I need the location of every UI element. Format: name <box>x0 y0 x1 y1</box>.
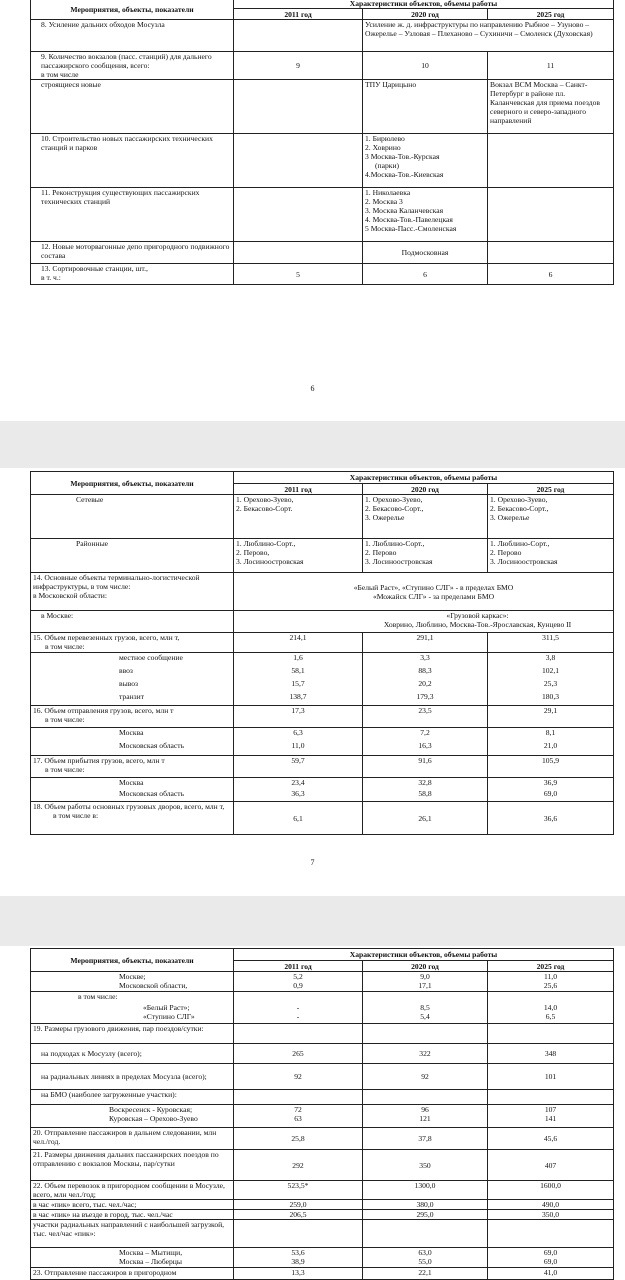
cell-2011: 6,3 11,0 <box>234 728 363 756</box>
cell-2025: 29,1 <box>488 706 614 728</box>
table-row <box>31 1268 614 1280</box>
header-2025: 2025 год <box>488 484 614 495</box>
row-label: Москве; Московской области, <box>31 972 234 992</box>
header-2025: 2025 год <box>488 9 614 20</box>
row-label: строящиеся новые <box>31 80 234 134</box>
cell-2011: 9 <box>234 52 363 80</box>
cell-2025 <box>488 1090 614 1105</box>
cell-2011 <box>234 188 363 242</box>
row-label: 22. Объем перевозок в пригородном сообщении в Мосузле, всего, млн чел./год; <box>31 1181 234 1200</box>
page-2 <box>0 468 625 896</box>
header-2020: 2020 год <box>363 9 488 20</box>
cell-2011 <box>234 1024 363 1044</box>
cell-2020 <box>363 1024 488 1044</box>
cell-2020: 22,1 <box>363 1268 488 1280</box>
cell-2011: 53,6 38,9 <box>234 1248 363 1268</box>
cell-2011: 292 <box>234 1150 363 1181</box>
cell-2020: Подмосковная <box>363 242 488 264</box>
cell-2020 <box>363 1220 488 1248</box>
cell-2020: 6 <box>363 264 488 285</box>
cell-2025: 1. Люблино-Сорт., 2. Перово 3. Лосиноостровская <box>488 539 614 573</box>
table-row <box>31 1090 614 1105</box>
cell-span: «Белый Раст», «Ступино СЛГ» - в пределах БМО «Можайск СЛГ» - за пределами БМО <box>234 573 614 611</box>
cell-2020: 322 <box>363 1044 488 1064</box>
table-row <box>31 1200 614 1210</box>
cell-2011 <box>234 1090 363 1105</box>
cell-2025: 14,0 6,5 <box>488 992 614 1024</box>
cell-2020: 1. Николаевка 2. Москва 3 3. Москва Каланчевская 4. Москва-Тов.-Павелецкая 5 Москва-Пасс.-Смоленская <box>363 188 488 242</box>
row-label: Москва – Мытищи, Москва – Люберцы <box>31 1248 234 1268</box>
row-label: 23. Отправление пассажиров в пригородном <box>31 1268 234 1280</box>
header-2011: 2011 год <box>234 484 363 495</box>
header-2025: 2025 год <box>488 961 614 972</box>
row-label: 19. Размеры грузового движения, пар поездов/сутки: <box>31 1024 234 1044</box>
cell-2020: 1. Орехово-Зуево, 2. Бекасово-Сорт., 3. Ожерелье <box>363 495 488 539</box>
row-label: Районные <box>31 539 234 573</box>
page-separator <box>0 896 625 946</box>
row-label: на БМО (наиболее загруженные участки): <box>31 1090 234 1105</box>
header-2020: 2020 год <box>363 961 488 972</box>
cell-2025 <box>488 1024 614 1044</box>
row-label: Сетевые <box>31 495 234 539</box>
table-row <box>31 242 614 264</box>
table-row <box>31 20 614 52</box>
table-row <box>31 188 614 242</box>
table-row <box>31 706 614 728</box>
cell-2025: 69,0 69,0 <box>488 1248 614 1268</box>
cell-2011: - - <box>234 992 363 1024</box>
table-row <box>31 992 614 1024</box>
row-label: 10. Строительство новых пассажирских технических станций и парков <box>31 134 234 188</box>
row-label: в час «пик» всего, тыс. чел./час; <box>31 1200 234 1210</box>
row-label: 14. Основные объекты терминально-логистической инфраструктуры, в том числе: в Московской области: <box>31 573 234 611</box>
cell-2011 <box>234 20 363 52</box>
header-col-measures: Мероприятия, объекты, показатели <box>31 949 234 972</box>
cell-2011: 72 63 <box>234 1105 363 1128</box>
cell-2020: 23,5 <box>363 706 488 728</box>
table-row <box>31 778 614 802</box>
cell-2011: 1. Люблино-Сорт., 2. Перово, 3. Лосиноостровская <box>234 539 363 573</box>
header-span: Характеристики объектов, объемы работы <box>234 949 614 961</box>
cell-2020: 7,2 16,3 <box>363 728 488 756</box>
cell-2011: 5,2 0,9 <box>234 972 363 992</box>
cell-2020: 380,0 <box>363 1200 488 1210</box>
table-row <box>31 1105 614 1128</box>
cell-2011: 1,6 58,1 15,7 138,7 <box>234 653 363 706</box>
row-label: 11. Реконструкция существующих пассажирских технических станций <box>31 188 234 242</box>
table-page-2 <box>30 471 614 835</box>
cell-2011: 59,7 <box>234 756 363 778</box>
page-number: 7 <box>310 858 315 867</box>
row-label: в том числе: «Белый Раст»; «Ступино СЛГ» <box>31 992 234 1024</box>
row-label: 15. Объем перевезенных грузов, всего, млн т, в том числе: <box>31 633 234 653</box>
cell-2020: 10 <box>363 52 488 80</box>
table-row <box>31 1128 614 1150</box>
page-separator <box>0 421 625 468</box>
table-row <box>31 495 614 539</box>
table-row <box>31 728 614 756</box>
table-row <box>31 1064 614 1090</box>
table-row <box>31 972 614 992</box>
cell-2025: 490,0 <box>488 1200 614 1210</box>
cell-2011 <box>234 134 363 188</box>
header-col-measures: Мероприятия, объекты, показатели <box>31 0 234 20</box>
cell-2011 <box>234 1220 363 1248</box>
cell-2025: 6 <box>488 264 614 285</box>
table-row <box>31 134 614 188</box>
cell-2025: 11 <box>488 52 614 80</box>
table-row <box>31 573 614 611</box>
cell-2020: 350 <box>363 1150 488 1181</box>
cell-2025: 41,0 <box>488 1268 614 1280</box>
cell-2025: 1. Орехово-Зуево, 2. Бекасово-Сорт., 3. Ожерелье <box>488 495 614 539</box>
cell-2020: 91,6 <box>363 756 488 778</box>
cell-2020: 32,8 58,8 <box>363 778 488 802</box>
cell-2020: 26,1 <box>363 802 488 835</box>
cell-2011: 25,8 <box>234 1128 363 1150</box>
cell-2025 <box>488 242 614 264</box>
header-span: Характеристики объектов, объемы работы <box>234 0 614 9</box>
table-row <box>31 1024 614 1044</box>
cell-2011: 17,3 <box>234 706 363 728</box>
header-col-measures: Мероприятия, объекты, показатели <box>31 472 234 495</box>
cell-2011: 206,5 <box>234 1210 363 1220</box>
row-label: местное сообщение ввоз вывоз транзит <box>31 653 234 706</box>
table-row <box>31 1150 614 1181</box>
table-row <box>31 80 614 134</box>
table-row <box>31 756 614 778</box>
page-1 <box>0 0 625 421</box>
cell-2020: 3,3 88,3 20,2 179,3 <box>363 653 488 706</box>
header-2011: 2011 год <box>234 961 363 972</box>
row-label: Москва Московская область <box>31 778 234 802</box>
table-row <box>31 1248 614 1268</box>
row-label: 9. Количество вокзалов (пасс. станций) для дальнего пассажирского сообщения, всего: в том числе <box>31 52 234 80</box>
table-row <box>31 264 614 285</box>
table-row <box>31 802 614 835</box>
row-label: в час «пик» на въезде в город, тыс. чел./час <box>31 1210 234 1220</box>
cell-2011: 1. Орехово-Зуево, 2. Бекасово-Сорт. <box>234 495 363 539</box>
cell-2011: 92 <box>234 1064 363 1090</box>
cell-span: «Грузовой каркас»: Ховрино, Люблино, Москва-Тов.-Ярославская, Кунцево II <box>234 611 614 633</box>
cell-2020: 1. Бирюлево 2. Ховрино 3 Москва-Тов.-Курская (парки) 4.Москва-Тов.-Киевская <box>363 134 488 188</box>
row-label: Воскресенск - Куровская; Куровская – Орехово-Зуево <box>31 1105 234 1128</box>
table-page-1 <box>30 0 614 285</box>
table-row <box>31 611 614 633</box>
cell-2011: 23,4 36,3 <box>234 778 363 802</box>
cell-2025: 107 141 <box>488 1105 614 1128</box>
cell-2020: 8,5 5,4 <box>363 992 488 1024</box>
row-label: 17. Объем прибытия грузов, всего, млн т в том числе: <box>31 756 234 778</box>
table-row <box>31 653 614 706</box>
cell-2025: 45,6 <box>488 1128 614 1150</box>
cell-2020: 9,0 17,1 <box>363 972 488 992</box>
cell-2011: 265 <box>234 1044 363 1064</box>
row-label: 12. Новые моторвагонные депо пригородного подвижного состава <box>31 242 234 264</box>
row-label: 21. Размеры движения дальних пассажирских поездов по отправлению с вокзалов Москвы, пар/сутки <box>31 1150 234 1181</box>
cell-2025 <box>488 1220 614 1248</box>
cell-2025: 350,0 <box>488 1210 614 1220</box>
cell-2025: 36,9 69,0 <box>488 778 614 802</box>
cell-span: Усиление ж. д. инфраструктуры по направлению Рыбное – Узуново – Ожерелье – Узловая – Плеханово – Сухиничи – Смоленск (Духовская) <box>363 20 614 52</box>
cell-2025: 36,6 <box>488 802 614 835</box>
cell-2025: 105,9 <box>488 756 614 778</box>
cell-2025 <box>488 188 614 242</box>
table-page-3 <box>30 948 614 1280</box>
row-label: на подходах к Мосузлу (всего); <box>31 1044 234 1064</box>
row-label: 18. Объем работы основных грузовых дворов, всего, млн т, в том числе в: <box>31 802 234 835</box>
row-label: 16. Объем отправления грузов, всего, млн т в том числе: <box>31 706 234 728</box>
cell-2020: 1. Люблино-Сорт., 2. Перово 3. Лосиноостровская <box>363 539 488 573</box>
cell-2011 <box>234 80 363 134</box>
cell-2020: 295,0 <box>363 1210 488 1220</box>
page-number: 6 <box>310 384 315 393</box>
cell-2020: 63,0 55,0 <box>363 1248 488 1268</box>
page-3 <box>0 946 625 1280</box>
cell-2011 <box>234 242 363 264</box>
table-row <box>31 1210 614 1220</box>
cell-2011: 5 <box>234 264 363 285</box>
cell-2020: 92 <box>363 1064 488 1090</box>
table-row <box>31 52 614 80</box>
row-label: 8. Усиление дальних обходов Мосузла <box>31 20 234 52</box>
cell-2025 <box>488 134 614 188</box>
cell-2011: 523,5* <box>234 1181 363 1200</box>
row-label: Москва Московская область <box>31 728 234 756</box>
cell-2025: 101 <box>488 1064 614 1090</box>
cell-2025: 348 <box>488 1044 614 1064</box>
cell-2025: 311,5 <box>488 633 614 653</box>
table-row <box>31 1181 614 1200</box>
cell-2025: 407 <box>488 1150 614 1181</box>
cell-2020 <box>363 1090 488 1105</box>
cell-2025: 3,8 102,1 25,3 180,3 <box>488 653 614 706</box>
table-row <box>31 539 614 573</box>
cell-2025: Вокзал ВСМ Москва – Санкт-Петербург в районе пл. Каланчевская для приема поездов северного и северо-западного направлений <box>488 80 614 134</box>
cell-2011: 259,0 <box>234 1200 363 1210</box>
header-span: Характеристики объектов, объемы работы <box>234 472 614 484</box>
header-2020: 2020 год <box>363 484 488 495</box>
row-label: 20. Отправление пассажиров в дальнем следовании, млн чел./год. <box>31 1128 234 1150</box>
cell-2020: ТПУ Царицыно <box>363 80 488 134</box>
cell-2020: 291,1 <box>363 633 488 653</box>
table-row <box>31 1220 614 1248</box>
table-row <box>31 1044 614 1064</box>
row-label: 13. Сортировочные станции, шт., в т. ч.: <box>31 264 234 285</box>
header-2011: 2011 год <box>234 9 363 20</box>
cell-2020: 96 121 <box>363 1105 488 1128</box>
row-label: на радиальных линиях в пределах Мосузла (всего); <box>31 1064 234 1090</box>
row-label: в Москве: <box>31 611 234 633</box>
cell-2025: 8,1 21,0 <box>488 728 614 756</box>
table-row <box>31 633 614 653</box>
cell-2011: 13,3 <box>234 1268 363 1280</box>
cell-2025: 1600,0 <box>488 1181 614 1200</box>
cell-2025: 11,0 25,6 <box>488 972 614 992</box>
cell-2011: 214,1 <box>234 633 363 653</box>
cell-2020: 1300,0 <box>363 1181 488 1200</box>
cell-2020: 37,8 <box>363 1128 488 1150</box>
row-label: участки радиальных направлений с наибольшей загрузкой, тыс. чел/час «пик»: <box>31 1220 234 1248</box>
cell-2011: 6,1 <box>234 802 363 835</box>
